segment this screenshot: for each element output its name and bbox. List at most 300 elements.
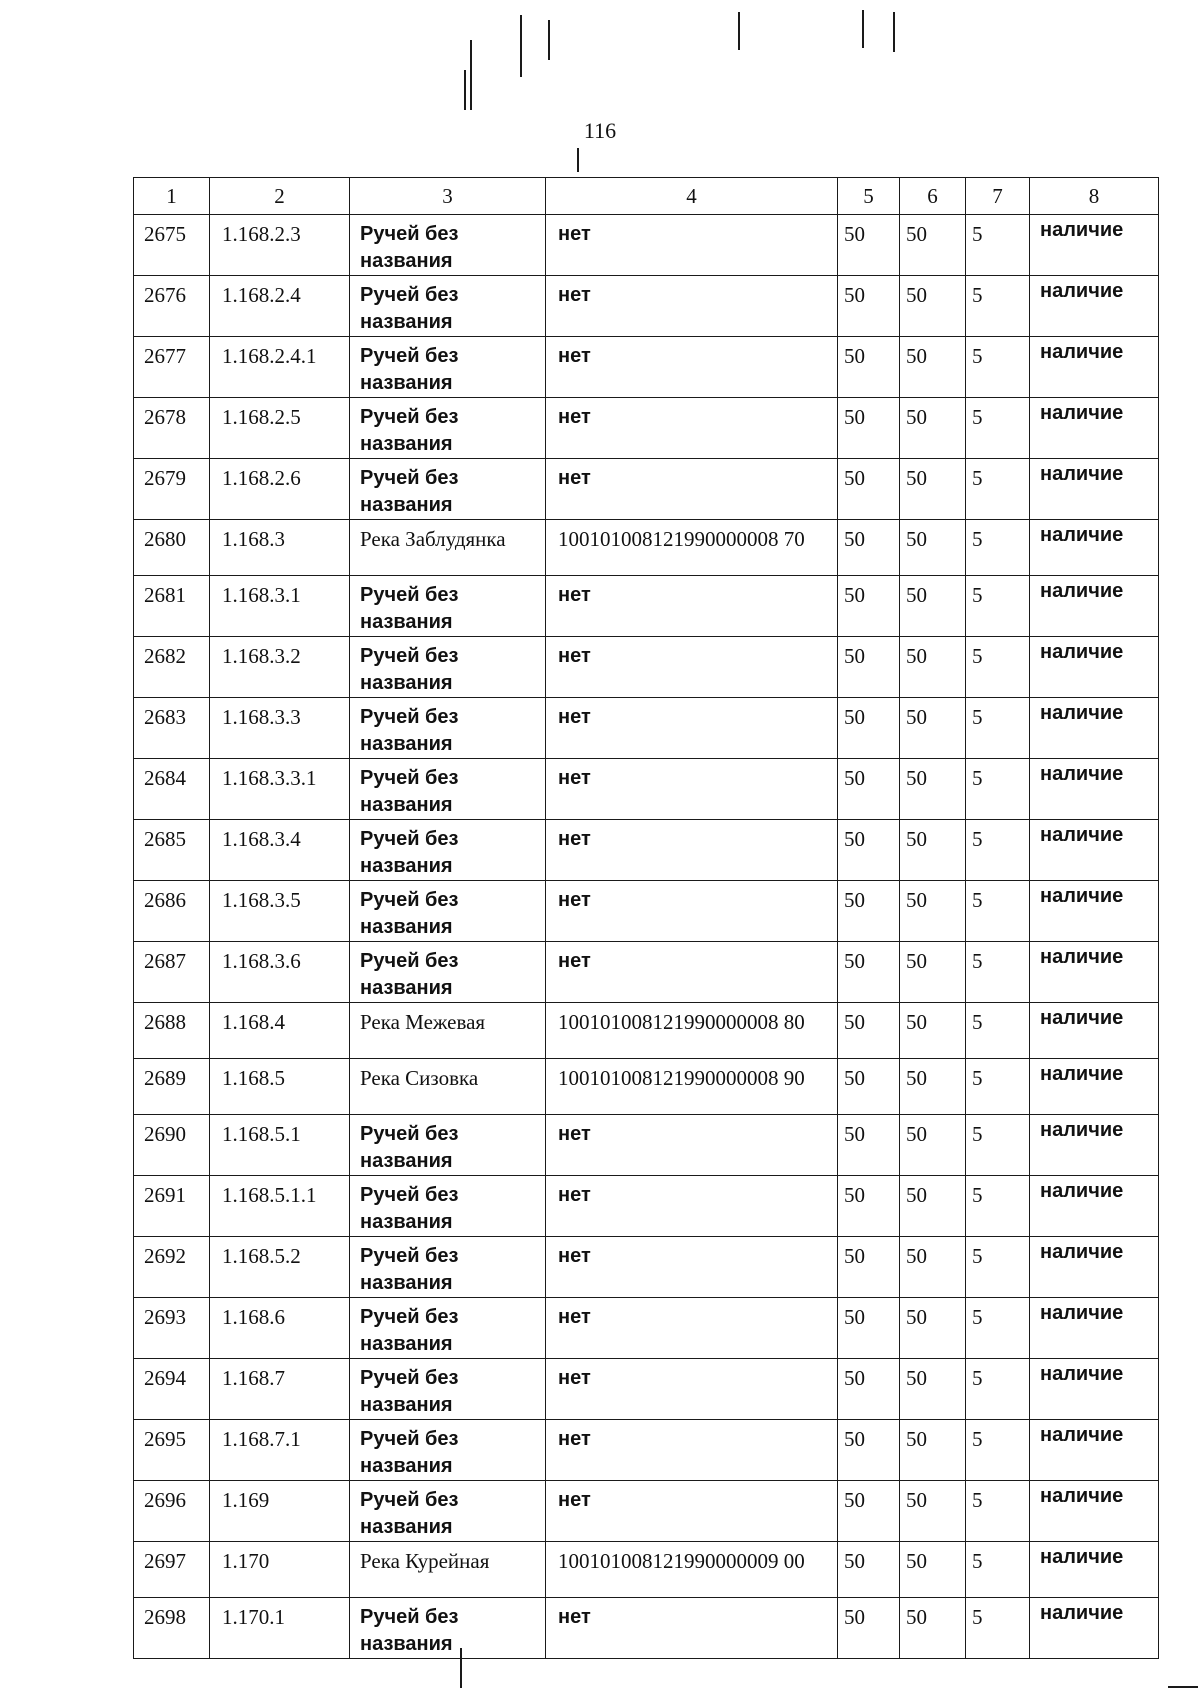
code-cell — [210, 1420, 350, 1481]
row-number-cell-text: 2694 — [144, 1366, 186, 1390]
row-number-cell-text: 2696 — [144, 1488, 186, 1512]
status-cell — [1030, 942, 1159, 1003]
name-cell — [350, 1481, 546, 1542]
value-cell-5-text: 50 — [844, 1122, 865, 1146]
value-cell-5-text: 50 — [844, 466, 865, 490]
value-cell-7 — [966, 1420, 1030, 1481]
value-cell-7 — [966, 215, 1030, 276]
status-cell — [1030, 1059, 1159, 1115]
value-cell-7 — [966, 881, 1030, 942]
value-cell-6-text: 50 — [906, 1122, 927, 1146]
row-number-cell — [134, 1481, 210, 1542]
status-cell-text: наличие — [1040, 1363, 1124, 1385]
table-row — [134, 398, 1159, 459]
status-cell-text: наличие — [1040, 1602, 1124, 1624]
code-cell-text: 1.168.3 — [222, 527, 285, 551]
value-cell-5 — [838, 1420, 900, 1481]
value-cell-6-text: 50 — [906, 283, 927, 307]
identifier-cell — [546, 1420, 838, 1481]
row-number-cell — [134, 520, 210, 576]
value-cell-6 — [900, 398, 966, 459]
value-cell-7-text: 5 — [972, 1122, 983, 1146]
value-cell-6 — [900, 1176, 966, 1237]
identifier-cell-text: нет — [558, 223, 591, 245]
status-cell — [1030, 1298, 1159, 1359]
row-number-cell — [134, 1059, 210, 1115]
name-cell-text: Ручей без названия — [360, 1123, 459, 1172]
value-cell-6 — [900, 698, 966, 759]
value-cell-6 — [900, 881, 966, 942]
value-cell-6 — [900, 1420, 966, 1481]
status-cell-text: наличие — [1040, 763, 1124, 785]
value-cell-7 — [966, 1176, 1030, 1237]
value-cell-5-text: 50 — [844, 1066, 865, 1090]
value-cell-6-text: 50 — [906, 1488, 927, 1512]
status-cell-text: наличие — [1040, 824, 1124, 846]
name-cell — [350, 1237, 546, 1298]
name-cell-text: Река Заблудянка — [360, 527, 506, 551]
value-cell-7 — [966, 1542, 1030, 1598]
status-cell-text: наличие — [1040, 1546, 1124, 1568]
status-cell-text: наличие — [1040, 524, 1124, 546]
row-number-cell-text: 2692 — [144, 1244, 186, 1268]
value-cell-6 — [900, 1598, 966, 1659]
code-cell-text: 1.169 — [222, 1488, 270, 1512]
identifier-cell — [546, 759, 838, 820]
value-cell-5-text: 50 — [844, 1488, 865, 1512]
value-cell-5 — [838, 1298, 900, 1359]
identifier-cell-text: нет — [558, 1489, 591, 1511]
status-cell — [1030, 1420, 1159, 1481]
name-cell — [350, 337, 546, 398]
status-cell — [1030, 1481, 1159, 1542]
identifier-cell — [546, 698, 838, 759]
value-cell-5 — [838, 1237, 900, 1298]
code-cell — [210, 276, 350, 337]
identifier-cell — [546, 881, 838, 942]
name-cell-text: Ручей без названия — [360, 1306, 459, 1355]
code-cell-text: 1.168.2.6 — [222, 466, 301, 490]
row-number-cell — [134, 1298, 210, 1359]
name-cell — [350, 820, 546, 881]
column-header-2: 2 — [210, 178, 350, 215]
value-cell-7 — [966, 1003, 1030, 1059]
value-cell-7-text: 5 — [972, 766, 983, 790]
value-cell-5-text: 50 — [844, 222, 865, 246]
code-cell-text: 1.168.3.6 — [222, 949, 301, 973]
identifier-cell-text: нет — [558, 406, 591, 428]
value-cell-5-text: 50 — [844, 1183, 865, 1207]
value-cell-7 — [966, 1298, 1030, 1359]
code-cell-text: 1.168.5 — [222, 1066, 285, 1090]
value-cell-7-text: 5 — [972, 1305, 983, 1329]
identifier-cell-text: нет — [558, 1367, 591, 1389]
value-cell-5-text: 50 — [844, 1244, 865, 1268]
status-cell-text: наличие — [1040, 1180, 1124, 1202]
row-number-cell — [134, 1359, 210, 1420]
value-cell-7-text: 5 — [972, 1183, 983, 1207]
code-cell — [210, 215, 350, 276]
value-cell-5 — [838, 1542, 900, 1598]
status-cell — [1030, 1176, 1159, 1237]
value-cell-6 — [900, 1481, 966, 1542]
value-cell-7 — [966, 1115, 1030, 1176]
value-cell-7 — [966, 1359, 1030, 1420]
code-cell — [210, 576, 350, 637]
value-cell-6-text: 50 — [906, 644, 927, 668]
identifier-cell-text: нет — [558, 1123, 591, 1145]
name-cell-text: Ручей без названия — [360, 950, 459, 999]
row-number-cell — [134, 398, 210, 459]
value-cell-5-text: 50 — [844, 705, 865, 729]
identifier-cell-text: нет — [558, 950, 591, 972]
status-cell-text: наличие — [1040, 1424, 1124, 1446]
row-number-cell-text: 2697 — [144, 1549, 186, 1573]
value-cell-6-text: 50 — [906, 583, 927, 607]
value-cell-7 — [966, 759, 1030, 820]
value-cell-7-text: 5 — [972, 1427, 983, 1451]
row-number-cell-text: 2680 — [144, 527, 186, 551]
code-cell — [210, 1115, 350, 1176]
status-cell-text: наличие — [1040, 402, 1124, 424]
value-cell-7-text: 5 — [972, 1244, 983, 1268]
value-cell-5 — [838, 337, 900, 398]
value-cell-7-text: 5 — [972, 222, 983, 246]
value-cell-6-text: 50 — [906, 1010, 927, 1034]
value-cell-5-text: 50 — [844, 1305, 865, 1329]
status-cell — [1030, 398, 1159, 459]
code-cell — [210, 1003, 350, 1059]
name-cell-text: Ручей без названия — [360, 706, 459, 755]
value-cell-5 — [838, 1115, 900, 1176]
identifier-cell — [546, 637, 838, 698]
code-cell-text: 1.168.5.2 — [222, 1244, 301, 1268]
value-cell-6 — [900, 1003, 966, 1059]
value-cell-6-text: 50 — [906, 949, 927, 973]
status-cell-text: наличие — [1040, 219, 1124, 241]
value-cell-6 — [900, 1237, 966, 1298]
value-cell-7 — [966, 698, 1030, 759]
name-cell-text: Ручей без названия — [360, 1606, 459, 1655]
row-number-cell — [134, 459, 210, 520]
name-cell-text: Ручей без названия — [360, 767, 459, 816]
status-cell — [1030, 520, 1159, 576]
status-cell — [1030, 698, 1159, 759]
table-row — [134, 1542, 1159, 1598]
value-cell-7-text: 5 — [972, 1366, 983, 1390]
row-number-cell — [134, 276, 210, 337]
value-cell-5-text: 50 — [844, 583, 865, 607]
identifier-cell-text: нет — [558, 645, 591, 667]
table-row — [134, 759, 1159, 820]
identifier-cell — [546, 1481, 838, 1542]
table-row — [134, 337, 1159, 398]
code-cell-text: 1.168.5.1.1 — [222, 1183, 317, 1207]
value-cell-6-text: 50 — [906, 1366, 927, 1390]
value-cell-7-text: 5 — [972, 283, 983, 307]
status-cell — [1030, 337, 1159, 398]
code-cell — [210, 942, 350, 1003]
identifier-cell-text: нет — [558, 1606, 591, 1628]
identifier-cell-text: нет — [558, 706, 591, 728]
value-cell-5 — [838, 1359, 900, 1420]
value-cell-7 — [966, 459, 1030, 520]
value-cell-6 — [900, 520, 966, 576]
name-cell — [350, 698, 546, 759]
row-number-cell-text: 2689 — [144, 1066, 186, 1090]
row-number-cell-text: 2690 — [144, 1122, 186, 1146]
value-cell-5 — [838, 1598, 900, 1659]
value-cell-5-text: 50 — [844, 888, 865, 912]
column-header-5: 5 — [838, 178, 900, 215]
row-number-cell — [134, 1176, 210, 1237]
code-cell-text: 1.168.3.3 — [222, 705, 301, 729]
status-cell-text: наличие — [1040, 341, 1124, 363]
status-cell — [1030, 1542, 1159, 1598]
name-cell — [350, 276, 546, 337]
name-cell-text: Ручей без названия — [360, 467, 459, 516]
value-cell-5 — [838, 1176, 900, 1237]
identifier-cell-text: нет — [558, 345, 591, 367]
name-cell-text: Ручей без названия — [360, 828, 459, 877]
value-cell-7-text: 5 — [972, 644, 983, 668]
name-cell — [350, 942, 546, 1003]
name-cell — [350, 398, 546, 459]
value-cell-5-text: 50 — [844, 1366, 865, 1390]
table-row — [134, 1115, 1159, 1176]
status-cell — [1030, 459, 1159, 520]
identifier-cell — [546, 1298, 838, 1359]
status-cell — [1030, 1359, 1159, 1420]
identifier-cell — [546, 1542, 838, 1598]
column-header-8: 8 — [1030, 178, 1159, 215]
value-cell-7 — [966, 1237, 1030, 1298]
code-cell-text: 1.168.3.3.1 — [222, 766, 317, 790]
status-cell — [1030, 1115, 1159, 1176]
row-number-cell — [134, 1598, 210, 1659]
value-cell-7-text: 5 — [972, 949, 983, 973]
table-row — [134, 459, 1159, 520]
code-cell-text: 1.168.3.4 — [222, 827, 301, 851]
value-cell-6-text: 50 — [906, 1605, 927, 1629]
value-cell-7 — [966, 576, 1030, 637]
column-header-1: 1 — [134, 178, 210, 215]
value-cell-6-text: 50 — [906, 705, 927, 729]
name-cell-text: Река Межевая — [360, 1010, 486, 1034]
value-cell-5 — [838, 942, 900, 1003]
table-row — [134, 1176, 1159, 1237]
code-cell-text: 1.168.2.4.1 — [222, 344, 317, 368]
value-cell-6 — [900, 637, 966, 698]
name-cell — [350, 1542, 546, 1598]
status-cell — [1030, 576, 1159, 637]
value-cell-7 — [966, 1481, 1030, 1542]
name-cell — [350, 1598, 546, 1659]
column-header-3: 3 — [350, 178, 546, 215]
row-number-cell — [134, 698, 210, 759]
status-cell — [1030, 1237, 1159, 1298]
status-cell — [1030, 215, 1159, 276]
value-cell-6 — [900, 1359, 966, 1420]
table-row — [134, 1237, 1159, 1298]
table-row — [134, 276, 1159, 337]
identifier-cell — [546, 820, 838, 881]
table-row — [134, 698, 1159, 759]
identifier-cell — [546, 459, 838, 520]
name-cell-text: Ручей без названия — [360, 1428, 459, 1477]
value-cell-5 — [838, 698, 900, 759]
name-cell — [350, 759, 546, 820]
table-row — [134, 942, 1159, 1003]
code-cell-text: 1.168.3.1 — [222, 583, 301, 607]
code-cell-text: 1.168.4 — [222, 1010, 285, 1034]
code-cell-text: 1.168.2.5 — [222, 405, 301, 429]
value-cell-7-text: 5 — [972, 1605, 983, 1629]
value-cell-5-text: 50 — [844, 527, 865, 551]
name-cell-text: Река Сизовка — [360, 1066, 479, 1090]
table-row — [134, 881, 1159, 942]
identifier-cell-text: нет — [558, 284, 591, 306]
name-cell-text: Ручей без названия — [360, 284, 459, 333]
table-row — [134, 1298, 1159, 1359]
scan-mark — [577, 148, 579, 172]
row-number-cell — [134, 759, 210, 820]
value-cell-7 — [966, 637, 1030, 698]
status-cell-text: наличие — [1040, 1485, 1124, 1507]
identifier-cell-text: нет — [558, 889, 591, 911]
value-cell-5 — [838, 215, 900, 276]
value-cell-6 — [900, 215, 966, 276]
scan-mark — [1168, 1686, 1198, 1688]
code-cell-text: 1.168.3.5 — [222, 888, 301, 912]
scan-mark — [548, 20, 550, 60]
identifier-cell-text: нет — [558, 1184, 591, 1206]
value-cell-6 — [900, 1298, 966, 1359]
column-header-6: 6 — [900, 178, 966, 215]
value-cell-5 — [838, 576, 900, 637]
row-number-cell-text: 2679 — [144, 466, 186, 490]
table-row — [134, 576, 1159, 637]
row-number-cell-text: 2691 — [144, 1183, 186, 1207]
value-cell-5-text: 50 — [844, 949, 865, 973]
identifier-cell-text: нет — [558, 828, 591, 850]
identifier-cell — [546, 942, 838, 1003]
scan-mark — [862, 10, 864, 48]
status-cell — [1030, 1003, 1159, 1059]
value-cell-7-text: 5 — [972, 1066, 983, 1090]
code-cell — [210, 1598, 350, 1659]
row-number-cell-text: 2695 — [144, 1427, 186, 1451]
code-cell — [210, 637, 350, 698]
code-cell — [210, 398, 350, 459]
value-cell-6-text: 50 — [906, 222, 927, 246]
code-cell — [210, 881, 350, 942]
identifier-cell — [546, 1003, 838, 1059]
identifier-cell — [546, 1115, 838, 1176]
scan-mark — [520, 15, 522, 77]
table-row — [134, 1420, 1159, 1481]
code-cell-text: 1.170.1 — [222, 1605, 285, 1629]
status-cell-text: наличие — [1040, 641, 1124, 663]
row-number-cell-text: 2681 — [144, 583, 186, 607]
row-number-cell-text: 2675 — [144, 222, 186, 246]
status-cell-text: наличие — [1040, 885, 1124, 907]
identifier-cell — [546, 1359, 838, 1420]
value-cell-6 — [900, 942, 966, 1003]
scan-mark — [738, 12, 740, 50]
status-cell — [1030, 881, 1159, 942]
value-cell-6-text: 50 — [906, 466, 927, 490]
value-cell-6-text: 50 — [906, 1244, 927, 1268]
name-cell-text: Ручей без названия — [360, 345, 459, 394]
value-cell-7-text: 5 — [972, 888, 983, 912]
value-cell-6-text: 50 — [906, 1549, 927, 1573]
status-cell-text: наличие — [1040, 702, 1124, 724]
name-cell-text: Ручей без названия — [360, 1184, 459, 1233]
status-cell — [1030, 276, 1159, 337]
value-cell-6-text: 50 — [906, 888, 927, 912]
row-number-cell — [134, 1420, 210, 1481]
value-cell-7 — [966, 820, 1030, 881]
code-cell — [210, 759, 350, 820]
value-cell-5-text: 50 — [844, 1010, 865, 1034]
value-cell-7-text: 5 — [972, 405, 983, 429]
data-table — [133, 177, 1159, 1659]
row-number-cell-text: 2678 — [144, 405, 186, 429]
identifier-cell — [546, 576, 838, 637]
row-number-cell — [134, 1542, 210, 1598]
row-number-cell — [134, 215, 210, 276]
row-number-cell — [134, 576, 210, 637]
value-cell-5-text: 50 — [844, 344, 865, 368]
row-number-cell-text: 2698 — [144, 1605, 186, 1629]
name-cell-text: Река Курейная — [360, 1549, 490, 1573]
value-cell-7-text: 5 — [972, 1549, 983, 1573]
value-cell-6-text: 50 — [906, 1183, 927, 1207]
row-number-cell-text: 2677 — [144, 344, 186, 368]
value-cell-7 — [966, 1059, 1030, 1115]
row-number-cell — [134, 820, 210, 881]
identifier-cell-text: 100101008121990000008 80 — [558, 1010, 805, 1034]
value-cell-5-text: 50 — [844, 1427, 865, 1451]
header-row — [134, 178, 1159, 215]
table-row — [134, 1359, 1159, 1420]
code-cell — [210, 1059, 350, 1115]
value-cell-7-text: 5 — [972, 1010, 983, 1034]
identifier-cell — [546, 1059, 838, 1115]
name-cell — [350, 1176, 546, 1237]
code-cell — [210, 1481, 350, 1542]
name-cell-text: Ручей без названия — [360, 1489, 459, 1538]
value-cell-7-text: 5 — [972, 527, 983, 551]
identifier-cell-text: 100101008121990000008 90 — [558, 1066, 805, 1090]
identifier-cell-text: нет — [558, 767, 591, 789]
value-cell-5 — [838, 820, 900, 881]
value-cell-5 — [838, 637, 900, 698]
value-cell-7-text: 5 — [972, 705, 983, 729]
value-cell-5-text: 50 — [844, 1549, 865, 1573]
name-cell — [350, 215, 546, 276]
name-cell — [350, 1059, 546, 1115]
row-number-cell-text: 2687 — [144, 949, 186, 973]
value-cell-7 — [966, 276, 1030, 337]
value-cell-5-text: 50 — [844, 1605, 865, 1629]
name-cell-text: Ручей без названия — [360, 889, 459, 938]
value-cell-5-text: 50 — [844, 766, 865, 790]
row-number-cell — [134, 1115, 210, 1176]
value-cell-7 — [966, 520, 1030, 576]
value-cell-6 — [900, 759, 966, 820]
